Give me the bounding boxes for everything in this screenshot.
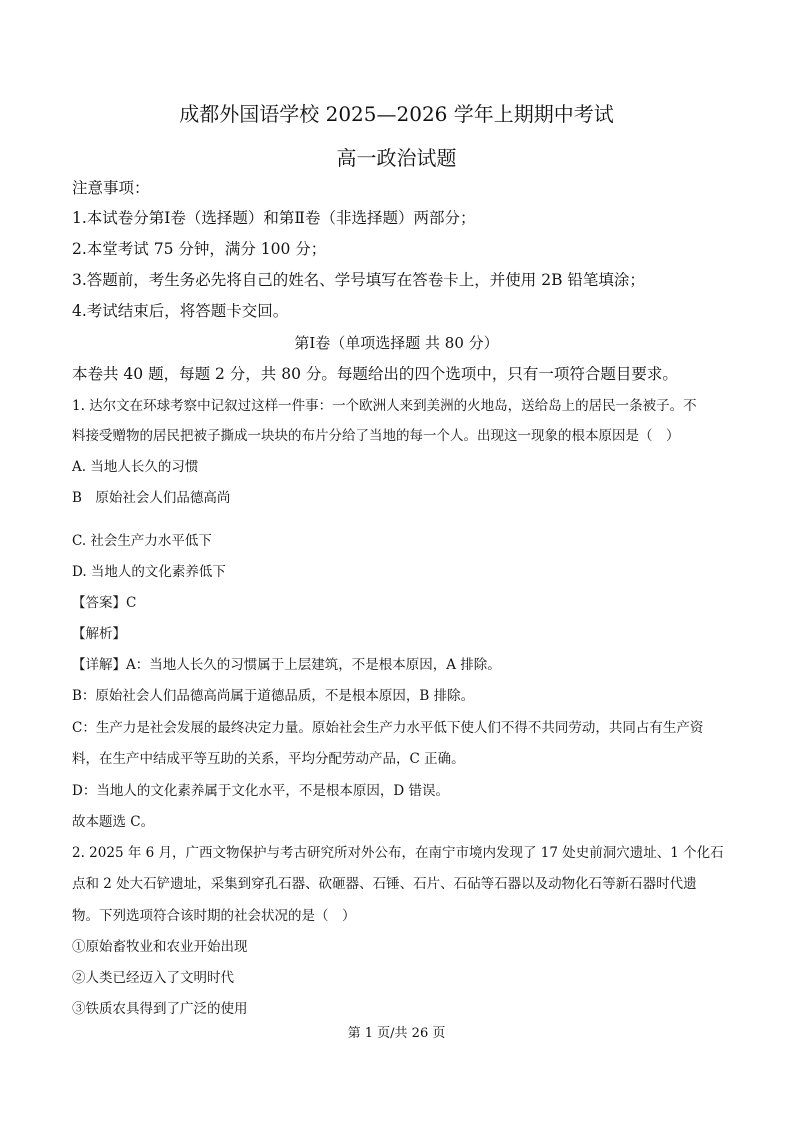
section-title: 第Ⅰ卷（单项选择题 共 80 分） bbox=[294, 334, 499, 352]
q2-item-2: ②人类已经迈入了文明时代 bbox=[72, 970, 234, 986]
q2-stem-line-3: 物。下列选项符合该时期的社会状况的是（ ） bbox=[72, 908, 356, 924]
q1-detail-a: 【详解】A：当地人长久的习惯属于上层建筑，不是根本原因，A 排除。 bbox=[72, 657, 501, 673]
q1-detail-d: D：当地人的文化素养属于文化水平，不是根本原因，D 错误。 bbox=[72, 783, 449, 799]
exam-subtitle: 高一政治试题 bbox=[336, 146, 457, 170]
q1-option-b: B 原始社会人们品德高尚 bbox=[72, 490, 231, 506]
exam-title: 成都外国语学校 2025—2026 学年上期期中考试 bbox=[179, 102, 614, 126]
page-number: 第 1 页/共 26 页 bbox=[347, 1026, 446, 1041]
notice-item-4: 4.考试结束后，将答题卡交回。 bbox=[72, 302, 289, 320]
q1-option-c: C. 社会生产力水平低下 bbox=[72, 533, 212, 549]
section-intro: 本卷共 40 题，每题 2 分，共 80 分。每题给出的四个选项中，只有一项符合题目要求。 bbox=[72, 365, 678, 383]
q1-conclusion: 故本题选 C。 bbox=[72, 814, 155, 830]
q1-stem-line-2: 料接受赠物的居民把被子撕成一块块的布片分给了当地的每一个人。出现这一现象的根本原因是（ ） bbox=[72, 428, 680, 444]
q1-analysis-label: 【解析】 bbox=[72, 626, 126, 642]
notice-item-1: 1.本试卷分第Ⅰ卷（选择题）和第Ⅱ卷（非选择题）两部分； bbox=[72, 209, 476, 227]
q1-detail-c-line-1: C：生产力是社会发展的最终决定力量。原始社会生产力水平低下使人们不得不共同劳动，共同占有生产资 bbox=[72, 720, 704, 736]
notice-heading: 注意事项： bbox=[72, 179, 150, 197]
q1-stem-line-1: 1. 达尔文在环球考察中记叙过这样一件事：一个欧洲人来到美洲的火地岛，送给岛上的居民一条被子。不 bbox=[72, 398, 697, 414]
q1-option-a: A. 当地人长久的习惯 bbox=[72, 459, 199, 475]
q2-stem-line-2: 点和 2 处大石铲遗址，采集到穿孔石器、砍砸器、石锤、石片、石砧等石器以及动物化石等新石器时代遗 bbox=[72, 876, 697, 892]
q1-option-d: D. 当地人的文化素养低下 bbox=[72, 564, 226, 580]
q1-detail-c-line-2: 料，在生产中结成平等互助的关系，平均分配劳动产品，C 正确。 bbox=[72, 751, 465, 767]
notice-item-3: 3.答题前，考生务必先将自己的姓名、学号填写在答卷卡上，并使用 2B 铅笔填涂； bbox=[72, 271, 645, 289]
notice-item-2: 2.本堂考试 75 分钟，满分 100 分； bbox=[72, 240, 327, 258]
q2-item-3: ③铁质农具得到了广泛的使用 bbox=[72, 1001, 248, 1017]
q2-item-1: ①原始畜牧业和农业开始出现 bbox=[72, 939, 248, 955]
q1-detail-b: B：原始社会人们品德高尚属于道德品质，不是根本原因，B 排除。 bbox=[72, 688, 475, 704]
q1-answer: 【答案】C bbox=[72, 595, 137, 611]
q2-stem-line-1: 2. 2025 年 6 月，广西文物保护与考古研究所对外公布，在南宁市境内发现了 17 处史前洞穴遗址、1 个化石 bbox=[72, 845, 724, 861]
